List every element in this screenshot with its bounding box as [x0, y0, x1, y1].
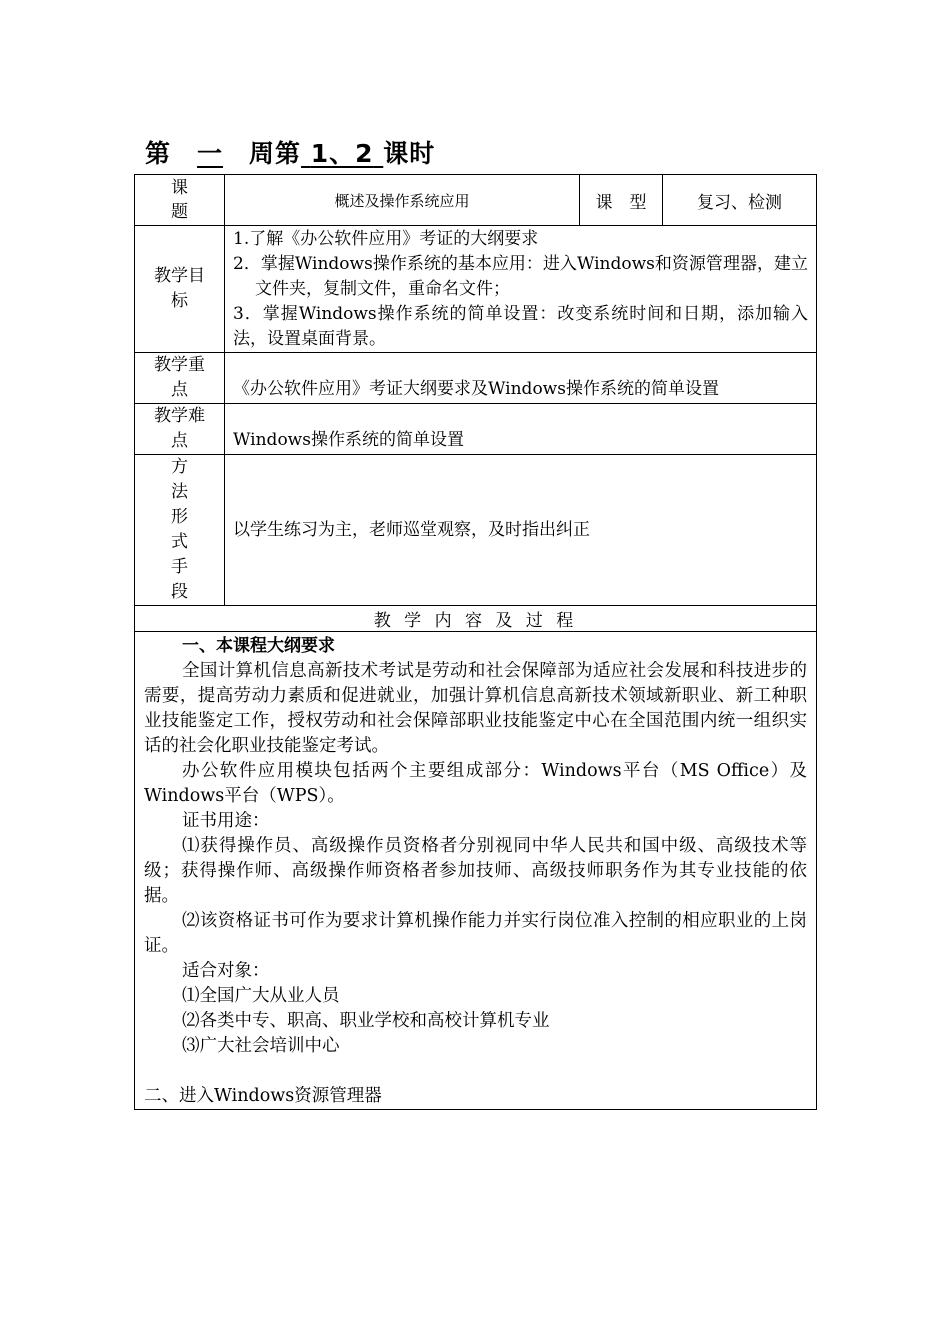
cert-use-item: ⑵该资格证书可作为要求计算机操作能力并实行岗位准入控制的相应职业的上岗证。 [144, 911, 807, 956]
title-prefix: 第 [145, 139, 172, 168]
page-title [145, 134, 435, 170]
topic-value: 概述及操作系统应用 [225, 175, 580, 226]
method-row [135, 455, 817, 606]
type-label: 课 型 [580, 175, 663, 226]
week-number: 一 [197, 139, 224, 168]
section1-title: 一、本课程大纲要求 [182, 636, 335, 656]
goal-item: 2．掌握Windows操作系统的基本应用：进入Windows和资源管理器，建立文件夹，复制文件，重命名文件； [233, 254, 808, 299]
difficulty-row [135, 404, 817, 455]
method-label: 方 法 形 式 手 段 [135, 455, 225, 606]
difficulty-value: Windows操作系统的简单设置 [225, 404, 817, 455]
content-cell [135, 632, 817, 1110]
goals-cell [225, 226, 817, 353]
cert-use-item: ⑴获得操作员、高级操作员资格者分别视同中华人民共和国中级、高级技术等级；获得操作师、高级操作师资格者参加技师、高级技师职务作为其专业技能的依据。 [144, 836, 807, 906]
difficulty-label: 教学难 点 [135, 404, 225, 455]
title-mid: 周第 [249, 139, 302, 168]
goals-label: 教学目 标 [135, 226, 225, 353]
goal-item: 3．掌握Windows操作系统的简单设置：改变系统时间和日期，添加输入法，设置桌面背景。 [233, 304, 808, 349]
process-header: 教 学 内 容 及 过 程 [135, 606, 817, 632]
key-value: 《办公软件应用》考证大纲要求及Windows操作系统的简单设置 [225, 353, 817, 404]
goals-row [135, 226, 817, 353]
spacer [144, 1059, 807, 1084]
period-number: 1、2 [310, 139, 374, 168]
target-item: ⑵各类中专、职高、职业学校和高校计算机专业 [182, 1011, 550, 1031]
paragraph: 全国计算机信息高新技术考试是劳动和社会保障部为适应社会发展和科技进步的需要，提高劳动力素质和促进就业，加强计算机信息高新技术领域新职业、新工种职业技能鉴定工作，授权劳动和社会保障部职业技能鉴定中心在全国范围内统一组织实话的社会化职业技能鉴定考试。 [144, 661, 807, 756]
method-value: 以学生练习为主，老师巡堂观察，及时指出纠正 [225, 455, 817, 606]
process-header-row [135, 606, 817, 632]
topic-row [135, 175, 817, 226]
topic-label: 课 题 [135, 175, 225, 226]
type-value: 复习、检测 [663, 175, 817, 226]
key-label: 教学重 点 [135, 353, 225, 404]
section2-title: 二、进入Windows资源管理器 [144, 1086, 382, 1106]
target-label: 适合对象： [182, 961, 270, 981]
lesson-plan-table [134, 174, 817, 1110]
paragraph: 办公软件应用模块包括两个主要组成部分：Windows平台（MS Office）及Windows平台（WPS）。 [144, 761, 807, 806]
goal-item: 1.了解《办公软件应用》考证的大纲要求 [233, 229, 539, 249]
title-suffix: 课时 [383, 139, 436, 168]
content-row [135, 632, 817, 1110]
key-row [135, 353, 817, 404]
target-item: ⑴全国广大从业人员 [182, 986, 340, 1006]
cert-use-label: 证书用途： [182, 811, 270, 831]
target-item: ⑶广大社会培训中心 [182, 1036, 340, 1056]
